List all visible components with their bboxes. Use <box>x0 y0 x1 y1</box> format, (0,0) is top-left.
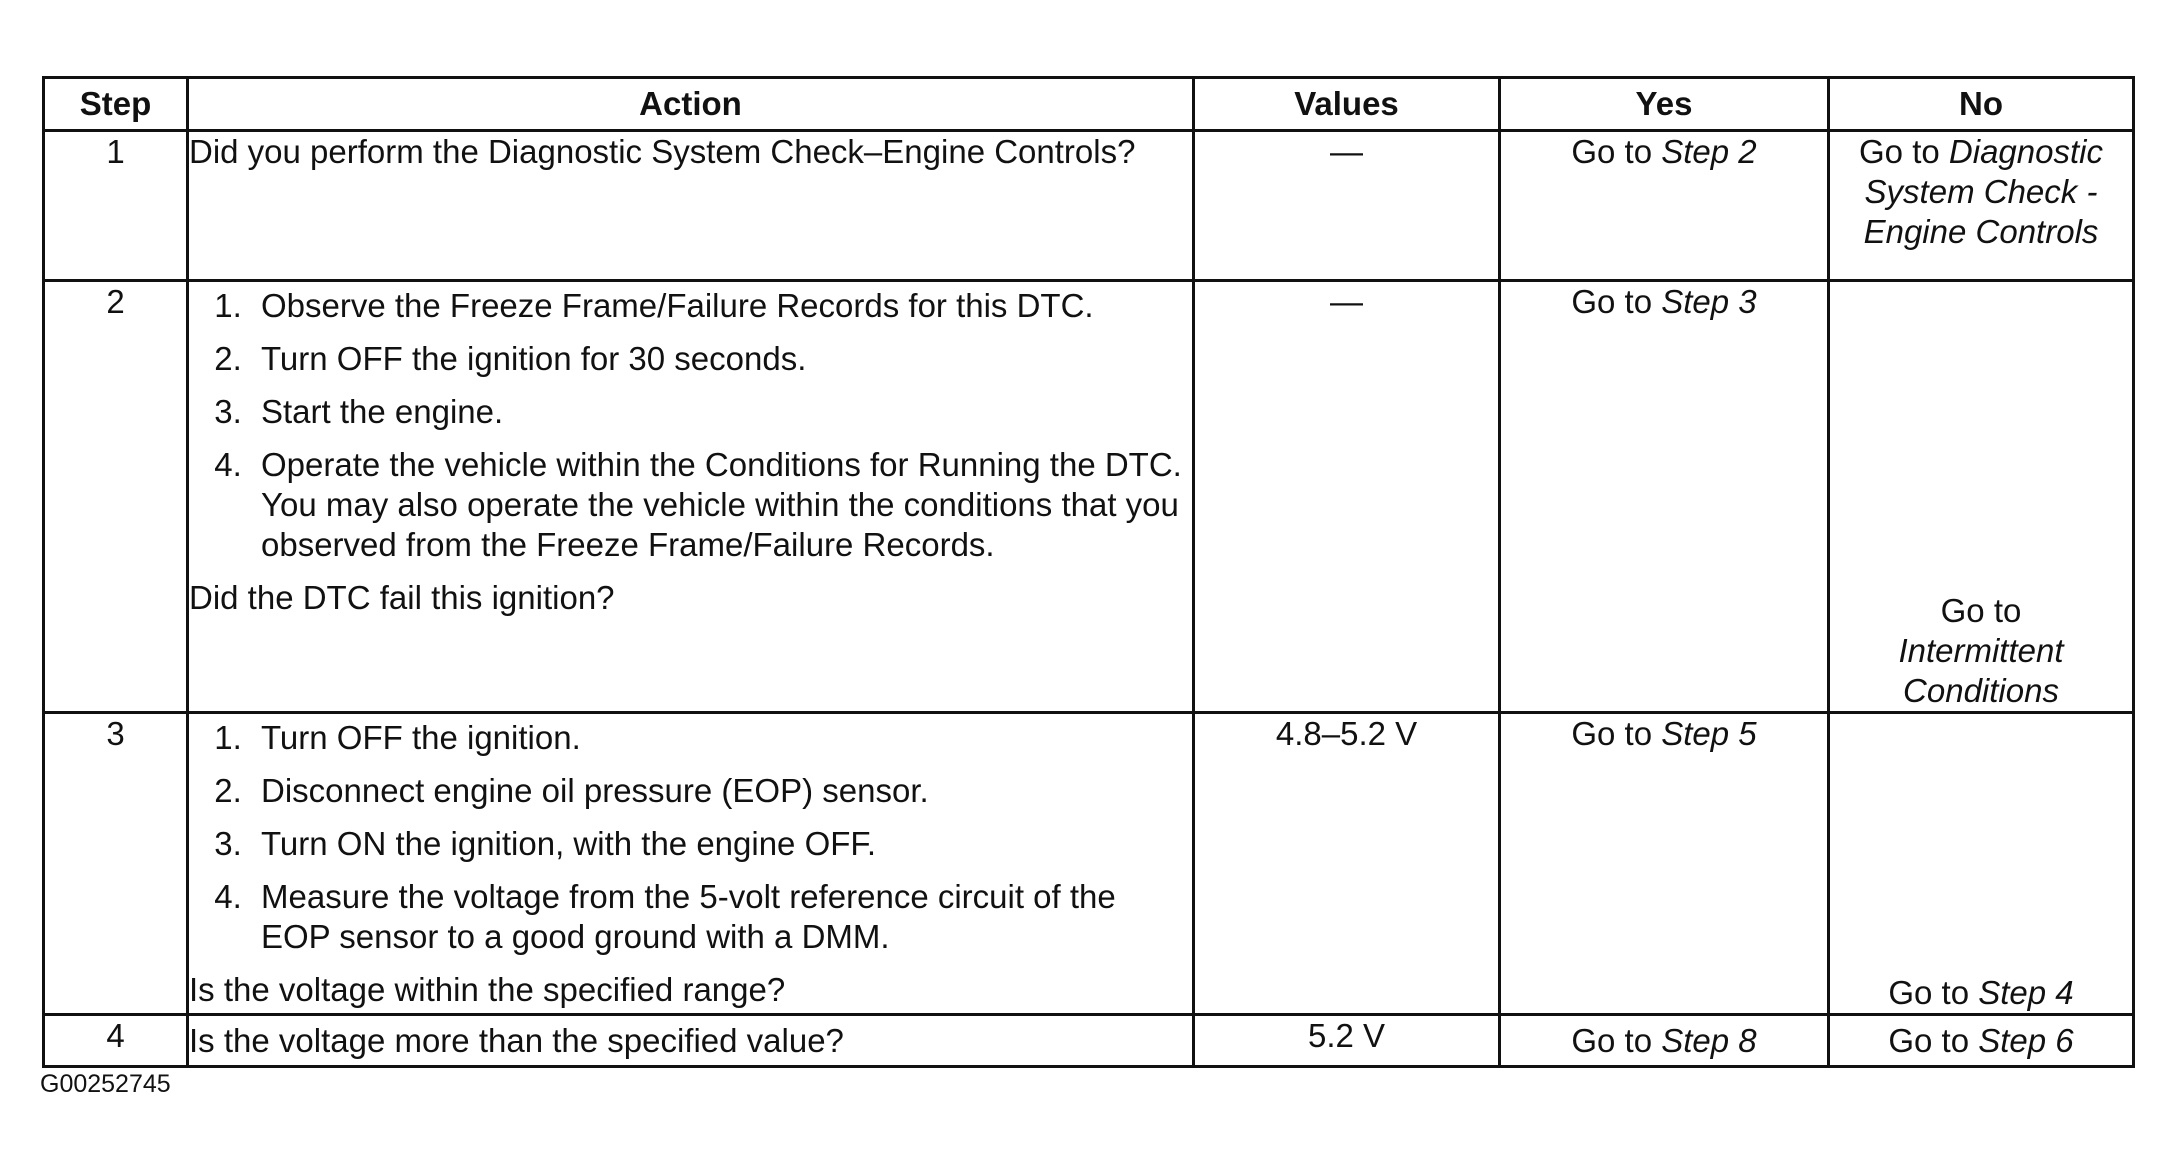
no-cell <box>1829 1015 2134 1067</box>
values-cell: — <box>1194 281 1500 713</box>
action-item: 4. Measure the voltage from the 5-volt reference circuit of the EOP sensor to a good ground with a DMM. <box>251 877 1192 957</box>
yes-link[interactable]: Step 2 <box>1661 133 1757 170</box>
no-link[interactable]: Intermittent Conditions <box>1898 632 2064 709</box>
header-row <box>44 78 2134 131</box>
values-cell: 4.8–5.2 V <box>1194 713 1500 1015</box>
step-number: 1 <box>44 131 188 281</box>
action-item: 1. Turn OFF the ignition. <box>251 718 1192 758</box>
yes-prefix: Go to <box>1571 1021 1653 1059</box>
action-question: Is the voltage more than the specified value? <box>189 1021 844 1059</box>
yes-cell <box>1500 131 1829 281</box>
action-cell <box>188 1015 1194 1067</box>
header-values: Values <box>1194 78 1500 131</box>
no-cell <box>1829 131 2134 281</box>
action-list <box>189 286 1192 565</box>
table-row-step-2 <box>44 281 2134 713</box>
no-link[interactable]: Step 4 <box>1978 974 2074 1011</box>
no-prefix: Go to <box>1940 592 2022 629</box>
action-item: 3. Turn ON the ignition, with the engine OFF. <box>251 824 1192 864</box>
action-item: 1. Observe the Freeze Frame/Failure Records for this DTC. <box>251 286 1192 326</box>
action-question: Did the DTC fail this ignition? <box>189 579 615 616</box>
table-row-step-4 <box>44 1015 2134 1067</box>
header-yes: Yes <box>1500 78 1829 131</box>
yes-cell <box>1500 1015 1829 1067</box>
values-cell: 5.2 V <box>1194 1015 1500 1067</box>
diagnostic-table <box>42 76 2135 1068</box>
table-row-step-3 <box>44 713 2134 1015</box>
no-link[interactable]: Diagnostic System Check - Engine Controls <box>1863 133 2103 250</box>
step-number: 4 <box>44 1015 188 1067</box>
yes-cell <box>1500 713 1829 1015</box>
action-question: Did you perform the Diagnostic System Check–Engine Controls? <box>189 133 1136 170</box>
yes-prefix: Go to <box>1571 283 1653 320</box>
header-no: No <box>1829 78 2134 131</box>
action-cell <box>188 281 1194 713</box>
header-step: Step <box>44 78 188 131</box>
yes-cell <box>1500 281 1829 713</box>
action-item: 2. Disconnect engine oil pressure (EOP) sensor. <box>251 771 1192 811</box>
figure-id: G00252745 <box>40 1070 171 1098</box>
no-cell <box>1829 713 2134 1015</box>
action-item: 2. Turn OFF the ignition for 30 seconds. <box>251 339 1192 379</box>
table-row-step-1 <box>44 131 2134 281</box>
yes-prefix: Go to <box>1571 133 1653 170</box>
action-item: 3. Start the engine. <box>251 392 1192 432</box>
no-prefix: Go to <box>1888 1021 1970 1059</box>
yes-prefix: Go to <box>1571 715 1653 752</box>
no-prefix: Go to <box>1859 133 1940 170</box>
no-cell <box>1829 281 2134 713</box>
yes-link[interactable]: Step 8 <box>1661 1021 1757 1059</box>
yes-link[interactable]: Step 3 <box>1661 283 1757 320</box>
step-number: 3 <box>44 713 188 1015</box>
no-prefix: Go to <box>1888 974 1970 1011</box>
action-question: Is the voltage within the specified range? <box>189 971 786 1008</box>
action-item: 4. Operate the vehicle within the Conditions for Running the DTC. You may also operate the vehicle within the conditions that you observed from the Freeze Frame/Failure Records. <box>251 445 1192 565</box>
values-cell: — <box>1194 131 1500 281</box>
action-list <box>189 718 1192 957</box>
no-link[interactable]: Step 6 <box>1978 1021 2074 1059</box>
action-cell <box>188 131 1194 281</box>
header-action: Action <box>188 78 1194 131</box>
action-cell <box>188 713 1194 1015</box>
step-number: 2 <box>44 281 188 713</box>
yes-link[interactable]: Step 5 <box>1661 715 1757 752</box>
